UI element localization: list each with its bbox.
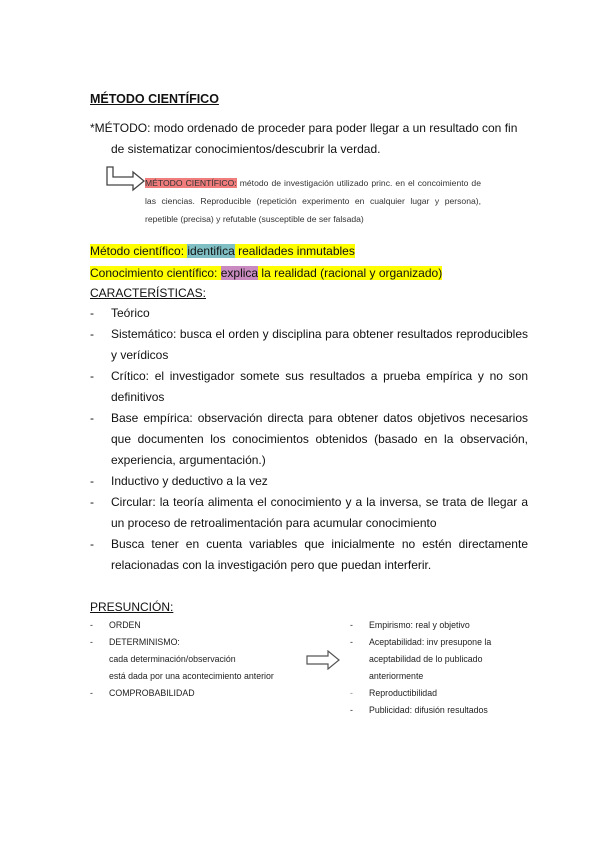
list-item bbox=[90, 324, 528, 366]
list-item bbox=[350, 685, 520, 702]
list-item bbox=[90, 492, 528, 534]
list-item-text: Crítico: el investigador somete sus resultados a prueba empírica y no son definitivos bbox=[111, 369, 528, 404]
list-item-text: Base empírica: observación directa para obtener datos objetivos necesarios que documenten los conocimientos obtenidos (basado en la observación, experiencia, argumentación.) bbox=[111, 411, 528, 467]
list-item-text: Inductivo y deductivo a la vez bbox=[111, 474, 268, 488]
highlight-metodo bbox=[90, 243, 355, 259]
highlight-conocimiento-label: Conocimiento científico: bbox=[90, 266, 221, 280]
arrow-right-icon bbox=[105, 166, 147, 192]
note-text: método de investigación utilizado princ. en el concoimiento de las ciencias. Reproducible (repetición experimento en cualquier lugar y persona), repetible (precisa) y refutable (susceptible de ser falsada) bbox=[145, 178, 481, 224]
list-item bbox=[90, 634, 320, 651]
presuncion-heading: PRESUNCIÓN: bbox=[90, 600, 174, 614]
list-item bbox=[90, 617, 320, 634]
list-item-text: Busca tener en cuenta variables que inicialmente no estén directamente relacionadas con la investigación pero que puedan interferir. bbox=[111, 537, 528, 572]
list-item-text: COMPROBABILIDAD bbox=[109, 688, 195, 698]
list-item-text: ORDEN bbox=[109, 620, 141, 630]
list-item bbox=[90, 534, 528, 576]
caracteristicas-heading: CARACTERÍSTICAS: bbox=[90, 286, 207, 300]
list-item bbox=[90, 366, 528, 408]
list-item-text: DETERMINISMO: bbox=[109, 637, 180, 647]
highlight-metodo-label: Método científico: bbox=[90, 244, 188, 258]
list-item-text: está dada por una acontecimiento anterior bbox=[109, 671, 274, 681]
list-item bbox=[90, 685, 320, 702]
highlight-conocimiento bbox=[90, 265, 442, 281]
list-item bbox=[90, 651, 320, 668]
highlight-metodo-keyword: identifica bbox=[187, 244, 235, 258]
bullet-dash: - bbox=[350, 637, 353, 647]
list-item bbox=[90, 668, 320, 685]
arrow-right-icon bbox=[306, 650, 340, 670]
list-item-text: Circular: la teoría alimenta el conocimiento y a la inversa, se trata de llegar a un proceso de retroalimentación para acumular conocimiento bbox=[111, 495, 528, 530]
note-term: MÉTODO CIENTÍFICO: bbox=[145, 178, 237, 188]
list-item bbox=[90, 471, 528, 492]
bullet-dash: - bbox=[350, 705, 353, 715]
bullet-dash: - bbox=[90, 620, 93, 630]
list-item bbox=[350, 702, 520, 719]
highlight-conocimiento-rest: la realidad (racional y organizado) bbox=[258, 266, 443, 280]
list-item bbox=[350, 617, 520, 634]
highlight-conocimiento-keyword: explica bbox=[220, 266, 259, 280]
bullet-dash: - bbox=[90, 637, 93, 647]
page-title: MÉTODO CIENTÍFICO bbox=[90, 92, 219, 106]
intro-line-1: *MÉTODO: modo ordenado de proceder para poder llegar a un resultado con fin bbox=[90, 121, 518, 135]
list-item bbox=[350, 634, 520, 685]
bullet-dash: - bbox=[90, 369, 94, 383]
bullet-dash: - bbox=[90, 411, 94, 425]
list-item-text: cada determinación/observación bbox=[109, 654, 236, 664]
bullet-dash: - bbox=[90, 688, 93, 698]
caracteristicas-list bbox=[90, 303, 528, 576]
list-item-text: Aceptabilidad: inv presupone la aceptabilidad de lo publicado anteriormente bbox=[369, 637, 492, 681]
bullet-dash: - bbox=[90, 306, 94, 320]
presuncion-right-list bbox=[350, 617, 520, 719]
metodo-cientifico-note bbox=[145, 174, 481, 228]
highlight-metodo-rest: realidades inmutables bbox=[234, 244, 355, 258]
intro-line-2: de sistematizar conocimientos/descubrir la verdad. bbox=[111, 142, 381, 156]
list-item-text: Teórico bbox=[111, 306, 150, 320]
bullet-dash: - bbox=[90, 495, 94, 509]
bullet-dash: - bbox=[350, 620, 353, 630]
bullet-dash: - bbox=[350, 688, 353, 698]
intro-paragraph bbox=[90, 118, 528, 160]
list-item bbox=[90, 303, 528, 324]
bullet-dash: - bbox=[90, 537, 94, 551]
list-item-text: Reproductibilidad bbox=[369, 688, 437, 698]
bullet-dash: - bbox=[90, 327, 94, 341]
list-item bbox=[90, 408, 528, 471]
presuncion-left-list bbox=[90, 617, 320, 702]
bullet-dash: - bbox=[90, 474, 94, 488]
list-item-text: Empirismo: real y objetivo bbox=[369, 620, 470, 630]
list-item-text: Sistemático: busca el orden y disciplina para obtener resultados reproducibles y verídicos bbox=[111, 327, 528, 362]
list-item-text: Publicidad: difusión resultados bbox=[369, 705, 488, 715]
